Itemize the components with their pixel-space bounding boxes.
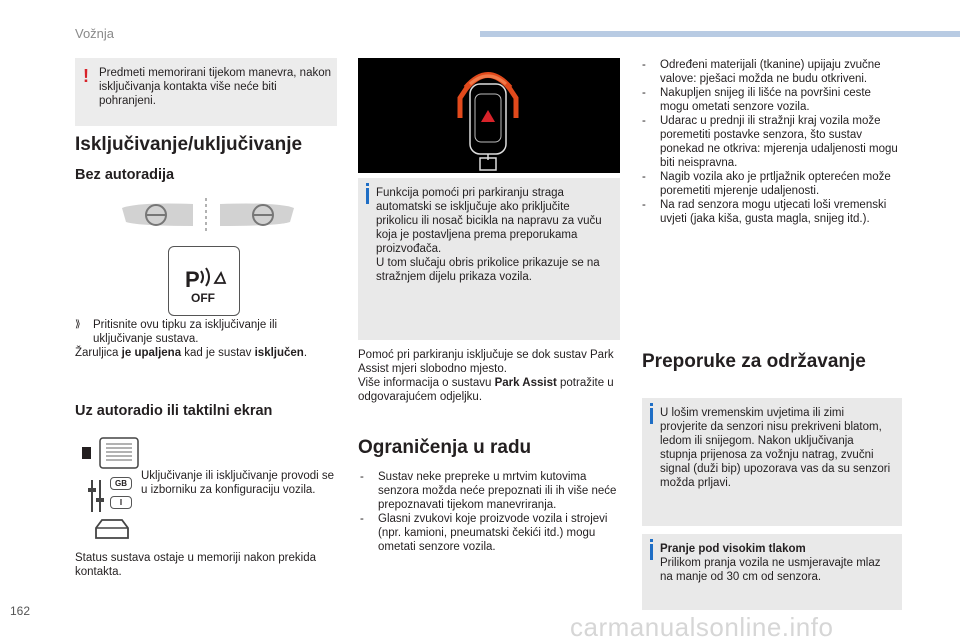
section-header: Vožnja <box>75 26 115 41</box>
list-item: - Određeni materijali (tkanine) upijaju zvučne valove: pješaci možda ne budu otkriveni. <box>640 58 902 86</box>
svg-text:P: P <box>185 267 200 292</box>
park-assist-text: Pomoć pri parkiranju isključuje se dok sustav Park Assist mjeri slobodno mjesto. Više informacija o sustavu Park Assist potražite u odgovarajućem odjeljku. <box>358 349 614 403</box>
section-title-switching: Isključivanje/uključivanje <box>75 134 303 155</box>
menu-config-text: Uključivanje ili isključivanje provodi se u izborniku za konfiguraciju vozila. <box>141 470 335 496</box>
lamp-text: Žaruljica je upaljena kad je sustav isključen. <box>75 347 308 359</box>
parking-display-image <box>358 58 620 173</box>
maintenance-info-text: U lošim vremenskim uvjetima ili zimi provjerite da senzori nisu prekriveni blatom, ledom ili snijegom. Nakon uključivanja stupnja prijenosa za vožnju natrag, zvučni signal (duži bip) upozorava vas da su senzori možda prljavi. <box>660 407 891 489</box>
list-item: - Nagib vozila ako je prtljažnik opterećen može poremetiti mjerenje udaljenosti. <box>640 170 902 198</box>
gb-label-icon: GB <box>110 477 132 490</box>
subtitle-no-radio: Bez autoradija <box>75 167 175 183</box>
status-memory-text: Status sustava ostaje u memoriji nakon prekida kontakta. <box>75 552 316 578</box>
menu-icons-group <box>80 436 142 544</box>
pressure-info-box <box>642 534 902 610</box>
list-item: - Nakupljen snijeg ili lišće na površini ceste mogu ometati senzore vozila. <box>640 86 902 114</box>
pressure-text: Prilikom pranja vozila ne usmjeravajte mlaz na manje od 30 cm od senzora. <box>660 557 881 583</box>
steering-wheel-dashboard-illustration <box>118 196 298 236</box>
screen-icon <box>100 438 138 468</box>
warning-exclamation-icon: ! <box>83 66 89 86</box>
press-button-text: Pritisnite ovu tipku za isključivanje ili uključivanje sustava. <box>93 319 278 345</box>
maintenance-info-box <box>642 398 902 526</box>
trailer-info-box <box>358 178 620 340</box>
screen-icon <box>82 447 91 459</box>
car-icon <box>96 520 128 538</box>
header-bar <box>480 31 960 37</box>
section-title-limits: Ograničenja u radu <box>358 437 532 458</box>
info-icon <box>650 408 653 424</box>
list-item: - Sustav neke prepreke u mrtvim kutovima senzora možda neće prepoznati ili ih više neće prepoznavati tijekom manevriranja. <box>358 470 620 512</box>
limits-list <box>358 470 620 554</box>
page-number: 162 <box>10 604 31 618</box>
pressure-title: Pranje pod visokim tlakom <box>660 543 806 555</box>
warning-box <box>75 58 337 126</box>
watermark: carmanualsonline.info <box>570 612 834 642</box>
limits-continued-list <box>640 58 902 226</box>
arrow-bullet-icon: ⟫ <box>75 319 81 330</box>
list-item: - Udarac u prednji ili stražnji kraj vozila može poremetiti postavke senzora, što sustav ponekad ne otkriva: mjerenja udaljenosti mogu biti neispravna. <box>640 114 902 170</box>
info-icon <box>366 188 369 204</box>
warning-text: Predmeti memorirani tijekom manevra, nakon isključivanja kontakta više neće biti pohranjeni. <box>99 67 332 107</box>
trailer-info-text: Funkcija pomoći pri parkiranju straga automatski se isključuje ako priključite prikolicu ili nosač bicikla na napravu za vuču koja je postavljena prema preporukama proizvođača. U tom slučaju obris prikolice prikazuje se na stražnjem dijelu prikaza vozila. <box>376 187 602 283</box>
car-sensor-illustration <box>358 58 620 173</box>
i-label-icon: I <box>110 496 132 509</box>
info-icon <box>650 544 653 560</box>
button-off-label: OFF <box>191 291 215 305</box>
list-item: - Na rad senzora mogu utjecati loši vremenski uvjeti (jaka kiša, gusta magla, snijeg itd.). <box>640 198 902 226</box>
list-item: - Glasni zvukovi koje proizvode vozila i strojevi (npr. kamioni, pneumatski čekići itd.) mogu ometati senzore vozila. <box>358 512 620 554</box>
warning-triangle-icon <box>481 110 495 122</box>
park-sensor-off-button[interactable] <box>168 246 240 316</box>
section-title-maintenance: Preporuke za održavanje <box>642 351 866 372</box>
subtitle-with-radio: Uz autoradio ili taktilni ekran <box>75 403 273 419</box>
